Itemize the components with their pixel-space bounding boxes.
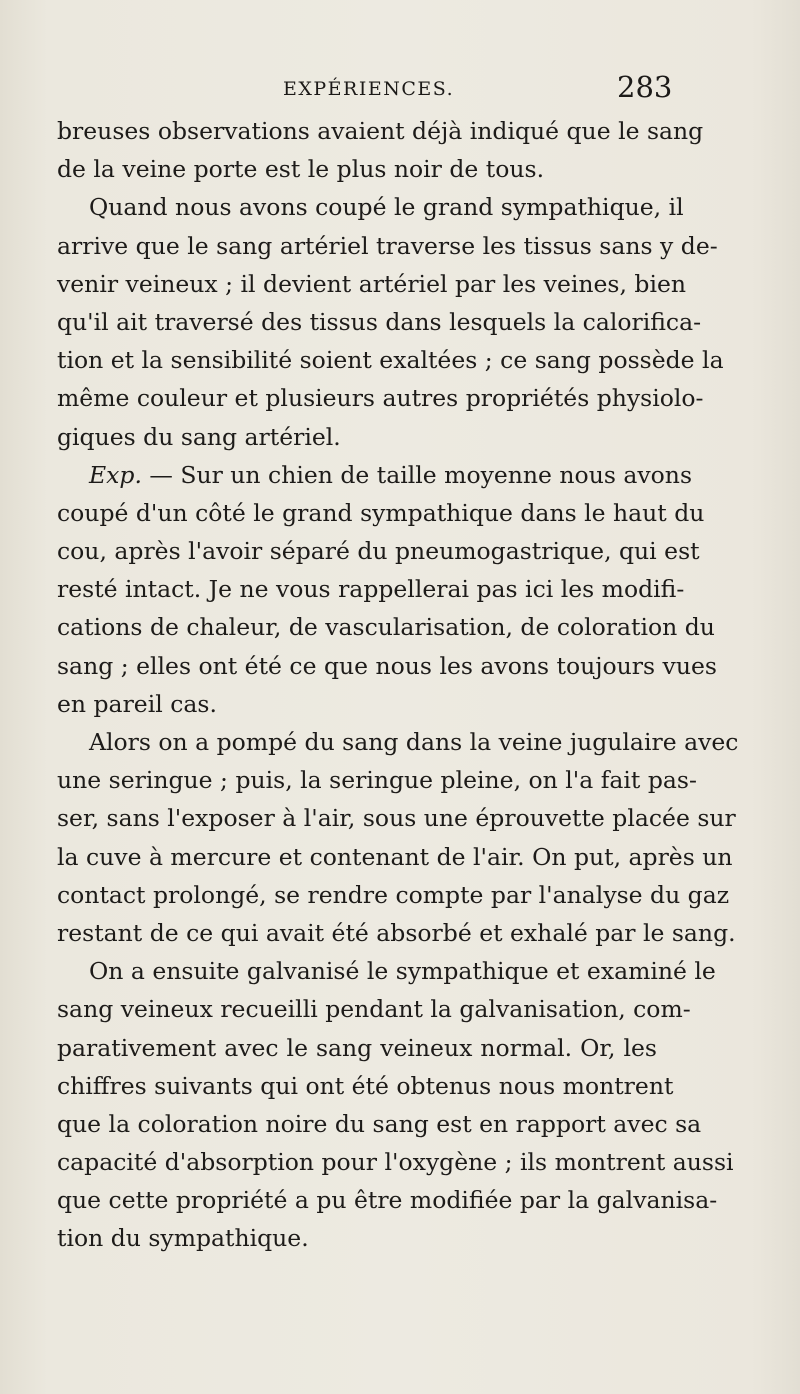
text-line: tion du sympathique. — [57, 1224, 309, 1253]
text-line: sang veineux recueilli pendant la galvanisation, com- — [57, 995, 691, 1024]
text-line: venir veineux ; il devient artériel par les veines, bien — [57, 269, 687, 298]
text-line: coupé d'un côté le grand sympathique dans le haut du — [57, 498, 705, 527]
text-line: breuses observations avaient déjà indiqué que le sang — [57, 117, 704, 145]
text-line: ser, sans l'exposer à l'air, sous une éprouvette placée sur — [57, 804, 736, 833]
text-line: qu'il ait traversé des tissus dans lesquels la calorifica- — [57, 307, 702, 336]
body-text — [57, 112, 739, 1258]
page-number: 283 — [617, 70, 673, 104]
text-line: arrive que le sang artériel traverse les tissus sans y de- — [57, 231, 718, 260]
text-line: parativement avec le sang veineux normal. Or, les — [57, 1033, 657, 1062]
text-line: cations de chaleur, de vascularisation, de coloration du — [57, 613, 715, 642]
running-title: EXPÉRIENCES. — [283, 78, 455, 100]
text-line: en pareil cas. — [57, 689, 217, 718]
text-line — [57, 456, 693, 494]
text-line: chiffres suivants qui ont été obtenus nous montrent — [57, 1071, 674, 1100]
text-line: restant de ce qui avait été absorbé et exhalé par le sang. — [57, 918, 736, 947]
text-line: même couleur et plusieurs autres propriétés physiolo- — [57, 384, 704, 413]
text-line: contact prolongé, se rendre compte par l'analyse du gaz — [57, 880, 730, 909]
text-line-rest: — Sur un chien de taille moyenne nous avons — [141, 460, 693, 489]
text-line: resté intact. Je ne vous rappellerai pas ici les modifi- — [57, 575, 685, 604]
text-line: une seringue ; puis, la seringue pleine, on l'a fait pas- — [57, 766, 697, 795]
text-line: Alors on a pompé du sang dans la veine jugulaire avec — [89, 728, 739, 756]
running-head — [0, 68, 800, 108]
text-line: Quand nous avons coupé le grand sympathique, il — [89, 193, 684, 222]
text-line: de la veine porte est le plus noir de tous. — [57, 155, 545, 184]
text-line: giques du sang artériel. — [57, 422, 341, 451]
text-line: cou, après l'avoir séparé du pneumogastrique, qui est — [57, 537, 700, 566]
text-line: sang ; elles ont été ce que nous les avons toujours vues — [57, 651, 717, 680]
text-line: que la coloration noire du sang est en rapport avec sa — [57, 1109, 702, 1138]
text-line: tion et la sensibilité soient exaltées ; ce sang possède la — [57, 346, 724, 375]
text-line: que cette propriété a pu être modifiée par la galvanisa- — [57, 1186, 718, 1215]
text-line: On a ensuite galvanisé le sympathique et examiné le — [89, 957, 716, 986]
experiment-label: Exp. — [89, 460, 142, 489]
text-line: la cuve à mercure et contenant de l'air. On put, après un — [57, 842, 733, 871]
text-line: capacité d'absorption pour l'oxygène ; ils montrent aussi — [57, 1148, 734, 1177]
